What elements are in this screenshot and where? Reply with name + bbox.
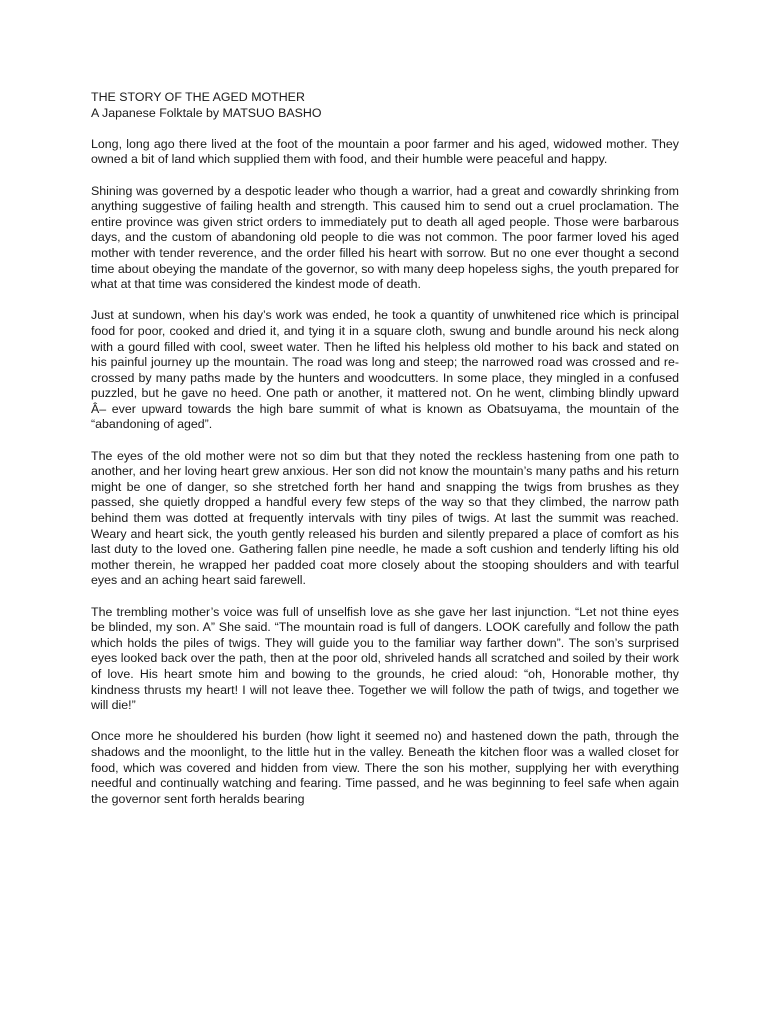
paragraph-5: The trembling mother’s voice was full of unselfish love as she gave her last injunction. “Let not thine eyes be blinded, my son. A” She said. “The mountain road is full of dangers. LOOK carefully and follow the path which holds the piles of twigs. They will guide you to the familiar way farther down”. The son’s surprised eyes looked back over the path, then at the poor old, shriveled hands all scratched and soiled by their work of love. His heart smote him and bowing to the grounds, he cried aloud: “oh, Honorable mother, thy kindness thrusts my heart! I will not leave thee. Together we will follow the path of twigs, and together we will die!” <box>91 604 679 713</box>
document-subtitle: A Japanese Folktale by MATSUO BASHO <box>91 105 322 120</box>
paragraph-3: Just at sundown, when his day’s work was ended, he took a quantity of unwhitened rice which is principal food for poor, cooked and dried it, and tying it in a square cloth, swung and bundle around his neck along with a gourd filled with cool, sweet water. Then he lifted his helpless old mother to his back and stated on his painful journey up the mountain. The road was long and steep; the narrowed road was crossed and re-crossed by many paths made by the hunters and woodcutters. In some place, they mingled in a confused puzzled, but he gave no heed. One path or another, it mattered not. On he went, climbing blindly upward Â– ever upward towards the high bare summit of what is known as Obatsuyama, the mountain of the “abandoning of aged”. <box>91 308 679 432</box>
document-title: THE STORY OF THE AGED MOTHER <box>91 90 305 104</box>
paragraph-4: The eyes of the old mother were not so dim but that they noted the reckless hastening from one path to another, and her loving heart grew anxious. Her son did not know the mountain’s many paths and his return might be one of danger, so she stretched forth her hand and snapping the twigs from brushes as they passed, she quietly dropped a handful every few steps of the way so that they climbed, the narrow path behind them was dotted at frequently intervals with tiny piles of twigs. At last the summit was reached. Weary and heart sick, the youth gently released his burden and silently prepared a place of comfort as his last duty to the loved one. Gathering fallen pine needle, he made a soft cushion and tenderly lifting his old mother therein, he wrapped her padded coat more closely about the stooping shoulders and with tearful eyes and an aching heart said farewell. <box>91 448 679 588</box>
paragraph-6: Once more he shouldered his burden (how light it seemed no) and hastened down the path, through the shadows and the moonlight, to the little hut in the valley. Beneath the kitchen floor was a walled closet for food, which was covered and hidden from view. There the son his mother, supplying her with everything needful and continually watching and fearing. Time passed, and he was beginning to feel safe when again the governor sent forth heralds bearing <box>91 729 679 806</box>
document-header <box>91 90 679 121</box>
paragraph-2: Shining was governed by a despotic leader who though a warrior, had a great and cowardly shrinking from anything suggestive of failing health and strength. This caused him to send out a cruel proclamation. The entire province was given strict orders to immediately put to death all aged people. Those were barbarous days, and the custom of abandoning old people to die was not common. The poor farmer loved his aged mother with tender reverence, and the order filled his heart with sorrow. But no one ever thought a second time about obeying the mandate of the governor, so with many deep hopeless sighs, the youth prepared for what at that time was considered the kindest mode of death. <box>91 183 679 292</box>
document-page <box>91 90 679 823</box>
paragraph-1: Long, long ago there lived at the foot of the mountain a poor farmer and his aged, widowed mother. They owned a bit of land which supplied them with food, and their humble were peaceful and happy. <box>91 136 679 167</box>
